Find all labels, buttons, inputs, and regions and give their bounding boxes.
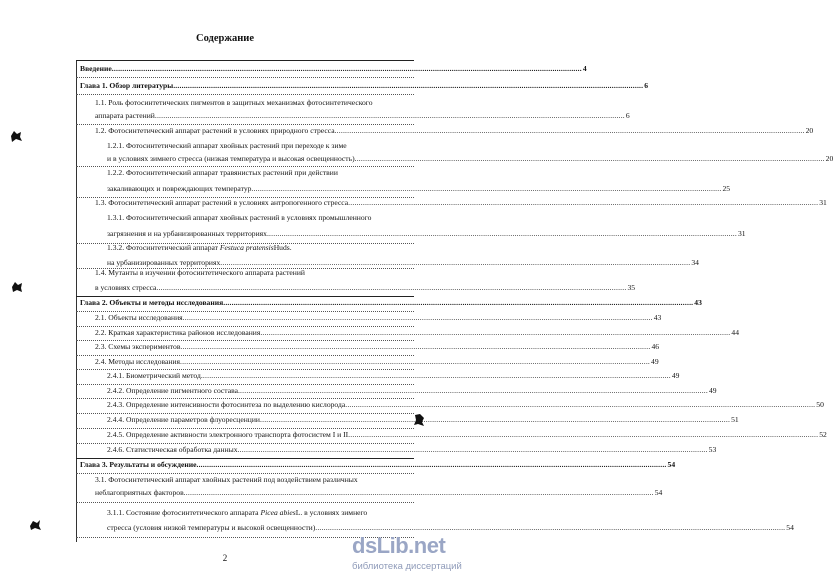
toc-entry-1-3-1[interactable] xyxy=(107,211,746,240)
row-divider xyxy=(76,502,414,503)
toc-entry-1-3-2[interactable] xyxy=(107,241,699,269)
toc-entry-label: 2.4.3. Определение интенсивности фотосинтеза по выделению кислорода xyxy=(107,400,346,409)
toc-entry-2-1[interactable] xyxy=(95,311,662,324)
toc-entry-label-cont: стресса (условия низкой температуры и высокой освещенности) xyxy=(107,523,316,532)
toc-entry-2-2[interactable] xyxy=(95,326,739,339)
toc-entry-page: 43 xyxy=(653,313,662,322)
toc-entry-introduction[interactable] xyxy=(80,62,587,75)
toc-entry-2-4-3[interactable] xyxy=(107,398,824,411)
toc-entry-page: 49 xyxy=(709,386,717,395)
toc-entry-label: 2.3. Схемы экспериментов xyxy=(95,342,181,351)
toc-entry-label-cont: и в условиях зимнего стресса (низкая температура и высокая освещенность) xyxy=(107,154,355,163)
toc-entry-label: 2.4.1. Биометрический метод xyxy=(107,371,201,380)
ink-blot-icon xyxy=(10,280,24,294)
toc-entry-chapter-3[interactable] xyxy=(80,458,676,471)
toc-entry-label: 1.1. Роль фотосинтетических пигментов в защитных механизмах фотосинтетического xyxy=(95,98,373,107)
toc-entry-label-tail: Huds. xyxy=(273,243,292,252)
toc-entry-page: 54 xyxy=(667,460,676,469)
toc-entry-2-4-2[interactable] xyxy=(107,384,717,397)
page-title: Содержание xyxy=(196,33,254,44)
toc-entry-chapter-2[interactable] xyxy=(80,296,702,309)
toc-entry-2-3[interactable] xyxy=(95,340,660,353)
toc-entry-label: Введение xyxy=(80,64,112,73)
row-divider xyxy=(76,60,414,61)
toc-entry-label: 1.2.2. Фотосинтетический аппарат травянистых растений при действии xyxy=(107,168,338,177)
toc-entry-label: Глава 3. Результаты и обсуждение xyxy=(80,460,197,469)
toc-entry-page: 51 xyxy=(731,415,739,424)
toc-entry-label-cont: закаливающих и повреждающих температур xyxy=(107,184,252,193)
left-border xyxy=(76,60,77,542)
toc-entry-label: Глава 1. Обзор литературы xyxy=(80,81,174,90)
watermark-brand: dsLib.net xyxy=(352,533,446,558)
toc-entry-2-4[interactable] xyxy=(95,355,659,368)
ink-blot-icon xyxy=(412,412,426,428)
toc-entry-page: 4 xyxy=(582,64,587,73)
toc-entry-page: 52 xyxy=(819,430,827,439)
toc-entry-2-4-1[interactable] xyxy=(107,369,680,382)
toc-entry-label: 1.2.1. Фотосинтетический аппарат хвойных растений при переходе к зиме xyxy=(107,141,347,150)
toc-entry-page: 20 xyxy=(825,154,833,163)
toc-entry-label-cont: в условиях стресса xyxy=(95,283,157,292)
toc-entry-page: 31 xyxy=(738,229,746,238)
toc-entry-label: 2.4.2. Определение пигментного состава xyxy=(107,386,238,395)
species-name: Picea abies xyxy=(260,508,296,517)
toc-entry-label: 2.4. Методы исследования xyxy=(95,357,180,366)
toc-entry-page: 35 xyxy=(627,283,636,292)
toc-entry-3-1[interactable] xyxy=(95,473,663,499)
ink-blot-icon xyxy=(28,518,42,532)
toc-entry-label: 3.1. Фотосинтетический аппарат хвойных растений под воздействием различных xyxy=(95,475,358,484)
row-divider xyxy=(76,77,414,78)
toc-entry-3-1-1[interactable] xyxy=(107,506,794,534)
toc-entry-label-cont: неблагоприятных факторов xyxy=(95,488,184,497)
toc-entry-2-4-6[interactable] xyxy=(107,443,717,456)
toc-entry-label: Глава 2. Объекты и методы исследования xyxy=(80,298,224,307)
watermark xyxy=(352,533,462,578)
toc-entry-1-4[interactable] xyxy=(95,266,636,294)
page-number: 2 xyxy=(222,553,228,563)
toc-entry-1-1[interactable] xyxy=(95,96,630,122)
toc-entry-label: 2.1. Объекты исследования xyxy=(95,313,183,322)
toc-entry-page: 49 xyxy=(651,357,659,366)
toc-entry-label: 2.2. Краткая характеристика районов исследования xyxy=(95,328,261,337)
toc-entry-2-4-5[interactable] xyxy=(107,428,827,441)
toc-entry-page: 20 xyxy=(805,126,814,135)
toc-entry-page: 53 xyxy=(708,445,717,454)
toc-entry-label-tail: L. в условиях зимнего xyxy=(295,508,368,517)
toc-entry-label: 2.4.6. Статистическая обработка данных xyxy=(107,445,238,454)
toc-entry-label-cont: аппарата растений xyxy=(95,111,155,120)
toc-entry-2-4-4[interactable] xyxy=(107,413,739,426)
toc-entry-page: 54 xyxy=(654,488,663,497)
row-divider xyxy=(76,94,414,95)
toc-entry-page: 25 xyxy=(722,184,731,193)
toc-entry-page: 6 xyxy=(625,111,630,120)
toc-entry-1-2[interactable] xyxy=(95,124,814,137)
toc-entry-label: 3.1.1. Состояние фотосинтетического аппарата xyxy=(107,508,259,517)
toc-entry-label: 2.4.5. Определение активности электронного транспорта фотосистем I и II xyxy=(107,430,349,439)
toc-entry-1-2-1[interactable] xyxy=(107,139,833,165)
toc-entry-label: 1.3. Фотосинтетический аппарат растений в условиях антропогенного стресса xyxy=(95,198,349,207)
toc-entry-page: 54 xyxy=(786,523,794,532)
ink-blot-icon xyxy=(8,128,24,144)
toc-entry-page: 34 xyxy=(691,258,699,267)
species-name: Festuca pratensis xyxy=(219,243,274,252)
toc-entry-label: 1.4. Мутанты в изучении фотосинтетического аппарата растений xyxy=(95,268,305,277)
toc-entry-label: 2.4.4. Определение параметров флуоресценции xyxy=(107,415,260,424)
toc-entry-label: 1.3.2. Фотосинтетический аппарат xyxy=(107,243,218,252)
watermark-subtitle: библиотека диссертаций xyxy=(352,561,462,572)
toc-entry-chapter-1[interactable] xyxy=(80,79,649,92)
toc-entry-page: 50 xyxy=(816,400,824,409)
toc-entry-page: 6 xyxy=(644,81,649,90)
toc-entry-page: 46 xyxy=(651,342,660,351)
toc-entry-label: 1.2. Фотосинтетический аппарат растений в условиях природного стресса xyxy=(95,126,335,135)
toc-entry-page: 43 xyxy=(694,298,702,307)
toc-entry-1-3[interactable] xyxy=(95,196,827,209)
toc-entry-1-2-2[interactable] xyxy=(107,166,731,195)
toc-entry-label-cont: на урбанизированных территориях xyxy=(107,258,221,267)
toc-entry-label-cont: загрязнения и на урбанизированных территориях xyxy=(107,229,267,238)
toc-entry-page: 49 xyxy=(671,371,680,380)
toc-entry-page: 31 xyxy=(819,198,827,207)
toc-entry-label: 1.3.1. Фотосинтетический аппарат хвойных растений в условиях промышленного xyxy=(107,213,372,222)
toc-entry-page: 44 xyxy=(731,328,739,337)
